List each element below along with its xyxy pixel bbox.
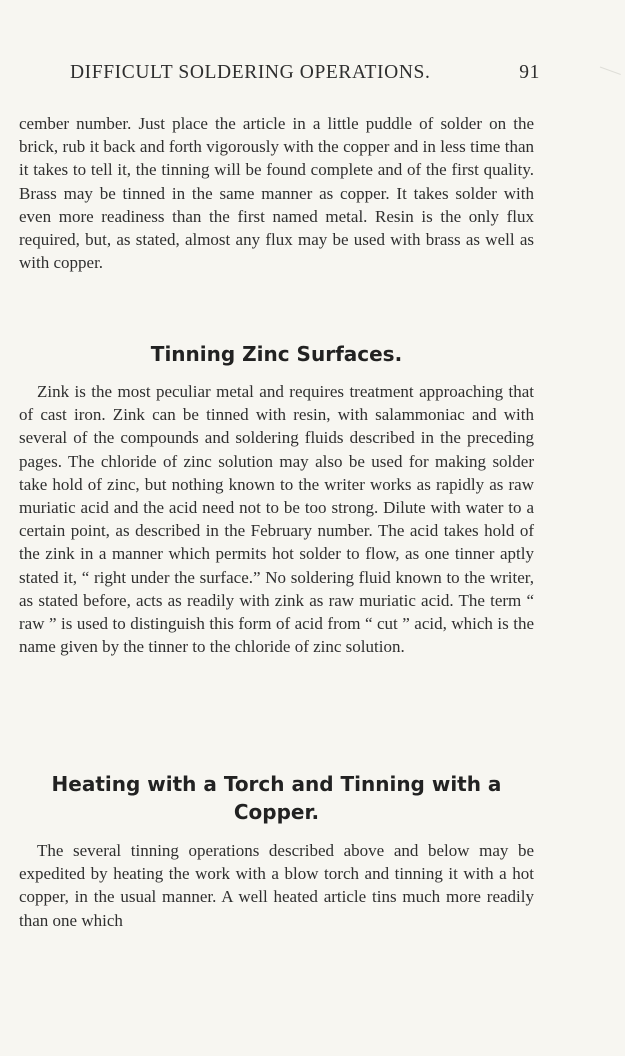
running-title: DIFFICULT SOLDERING OPERATIONS. [70,62,431,83]
paragraph-text: cember number. Just place the article in a little puddle of solder on the brick, rub it back and forth vigorously with the copper and in less time than it takes to tell it, the tinning will be found complete and of the first quality. Brass may be tinned in the same manner as copper. It takes solder with even more readiness than the first named metal. Resin is the only flux required, but, as stated, almost any flux may be used with brass as well as with copper. [19,114,534,273]
page-edge-mark [597,67,621,83]
torch-paragraph [19,839,534,932]
section-heading-zinc [19,340,534,368]
section-heading-text: Tinning Zinc Surfaces. [150,342,403,366]
paragraph-text: The several tinning operations described above and below may be expedited by heating the work with a blow torch and tinning it with a hot copper, in the usual manner. A well heated article tins much more readily than one which [19,841,534,930]
running-head [70,62,540,84]
section-heading-line-1: Heating with a Torch and Tinning with a [51,772,502,796]
section-heading-torch [19,770,534,826]
paragraph-text: Zink is the most peculiar metal and requires treatment approaching that of cast iron. Zink can be tinned with resin, with salammoniac and with several of the compounds and soldering fluids described in the preceding pages. The chloride of zinc solution may also be used for making solder take hold of zinc, but nothing known to the writer works as rapidly as raw muriatic acid and the acid need not to be too strong. Dilute with water to a certain point, as described in the February number. The acid takes hold of the zink in a manner which permits hot solder to flow, as one tinner aptly stated it, “ right under the surface.” No soldering fluid known to the writer, as stated before, acts as readily with zink as raw muriatic acid. The term “ raw ” is used to distinguish this form of acid from “ cut ” acid, which is the name given by the tinner to the chloride of zinc solution. [19,382,534,657]
page-number: 91 [519,62,540,83]
zinc-paragraph [19,380,534,658]
section-heading-line-2: Copper. [233,800,320,824]
continued-paragraph [19,112,534,274]
